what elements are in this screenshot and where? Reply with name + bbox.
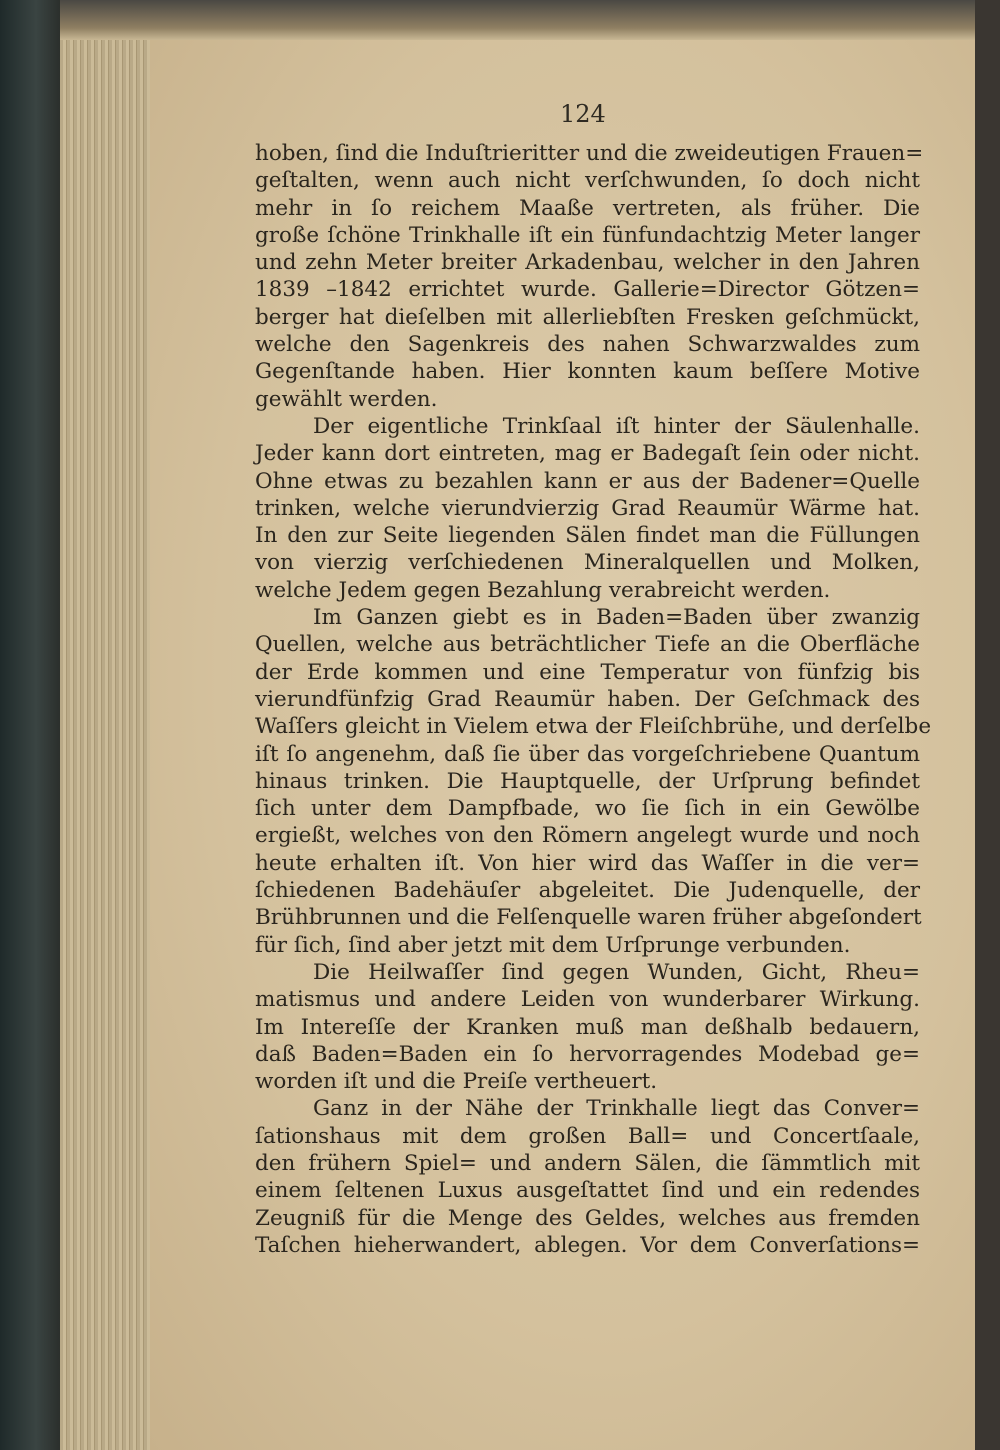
- text-line: Jeder kann dort eintreten, mag er Badegaſt ſein oder nicht.: [255, 441, 920, 467]
- text-line: Gegenſtande haben. Hier konnten kaum beſſere Motive: [255, 359, 920, 385]
- text-line: Ganz in der Nähe der Trinkhalle liegt das Conver=: [313, 1096, 920, 1122]
- book-cover: [0, 0, 60, 1450]
- text-line: und zehn Meter breiter Arkadenbau, welcher in den Jahren: [255, 250, 920, 276]
- text-line: mehr in ſo reichem Maaße vertreten, als früher. Die: [255, 195, 920, 221]
- text-line: ſationshaus mit dem großen Ball= und Concertſaale,: [255, 1123, 920, 1149]
- text-line: hoben, ſind die Induſtrieritter und die zweideutigen Frauen=: [255, 141, 924, 166]
- text-line: Brühbrunnen und die Felſenquelle waren früher abgeſondert: [255, 905, 922, 931]
- text-line: einem ſeltenen Luxus ausgeſtattet ſind und ein redendes: [255, 1178, 920, 1204]
- text-line: ergießt, welches von den Römern angelegt wurde und noch: [255, 823, 920, 849]
- text-line: für ſich, ſind aber jetzt mit dem Urſprunge verbunden.: [255, 932, 851, 958]
- text-line: den frühern Spiel= und andern Sälen, die ſämmtlich mit: [255, 1150, 920, 1176]
- text-line: gewählt werden.: [255, 386, 438, 412]
- text-line: der Erde kommen und eine Temperatur von fünfzig bis: [255, 659, 920, 685]
- text-line: Im Intereſſe der Kranken muß man deßhalb bedauern,: [255, 1014, 920, 1040]
- text-line: Waſſers gleicht in Vielem etwa der Fleiſchbrühe, und derſelbe: [255, 714, 932, 740]
- text-line: 1839 –1842 errichtet wurde. Gallerie=Director Götzen=: [255, 277, 920, 303]
- text-line: hinaus trinken. Die Hauptquelle, der Urſprung befindet: [255, 768, 920, 794]
- text-line: Taſchen hieherwandert, ablegen. Vor dem Converſations=: [255, 1232, 920, 1258]
- text-line: Der eigentliche Trinkſaal iſt hinter der Säulenhalle.: [313, 413, 920, 439]
- text-line: trinken, welche vierundvierzig Grad Reaumür Wärme hat.: [255, 495, 920, 521]
- text-line: Im Ganzen giebt es in Baden=Baden über zwanzig: [313, 605, 920, 631]
- text-line: iſt ſo angenehm, daß ſie über das vorgeſchriebene Quantum: [255, 741, 920, 767]
- text-line: geſtalten, wenn auch nicht verſchwunden, ſo doch nicht: [255, 168, 920, 194]
- page-number: 124: [560, 100, 606, 128]
- right-edge: [975, 0, 1000, 1450]
- text-line: daß Baden=Baden ein ſo hervorragendes Modebad ge=: [255, 1041, 920, 1067]
- text-line: matismus und andere Leiden von wunderbarer Wirkung.: [255, 987, 920, 1013]
- text-line: worden iſt und die Preiſe vertheuert.: [255, 1069, 658, 1095]
- body-text: [255, 140, 932, 1259]
- text-line: In den zur Seite liegenden Sälen findet man die Füllungen: [255, 523, 920, 549]
- text-line: welche den Sagenkreis des nahen Schwarzwaldes zum: [255, 332, 920, 358]
- text-line: von vierzig verſchiedenen Mineralquellen und Molken,: [255, 550, 920, 576]
- text-line: Quellen, welche aus beträchtlicher Tiefe an die Oberfläche: [255, 632, 920, 658]
- text-line: Zeugniß für die Menge des Geldes, welches aus fremden: [255, 1205, 920, 1231]
- text-line: ſich unter dem Dampfbade, wo ſie ſich in ein Gewölbe: [255, 796, 920, 822]
- text-line: vierundfünfzig Grad Reaumür haben. Der Geſchmack des: [255, 686, 920, 712]
- text-line: welche Jedem gegen Bezahlung verabreicht werden.: [255, 577, 831, 603]
- text-line: Die Heilwaſſer ſind gegen Wunden, Gicht, Rheu=: [313, 959, 920, 985]
- text-line: große ſchöne Trinkhalle iſt ein fünfundachtzig Meter langer: [255, 222, 920, 248]
- text-line: berger hat dieſelben mit allerliebſten Fresken geſchmückt,: [255, 304, 920, 330]
- text-line: ſchiedenen Badehäuſer abgeleitet. Die Judenquelle, der: [255, 878, 920, 904]
- page-top-shadow: [60, 0, 975, 40]
- text-line: Ohne etwas zu bezahlen kann er aus der Badener=Quelle: [255, 468, 920, 494]
- text-line: heute erhalten iſt. Von hier wird das Waſſer in die ver=: [255, 850, 920, 876]
